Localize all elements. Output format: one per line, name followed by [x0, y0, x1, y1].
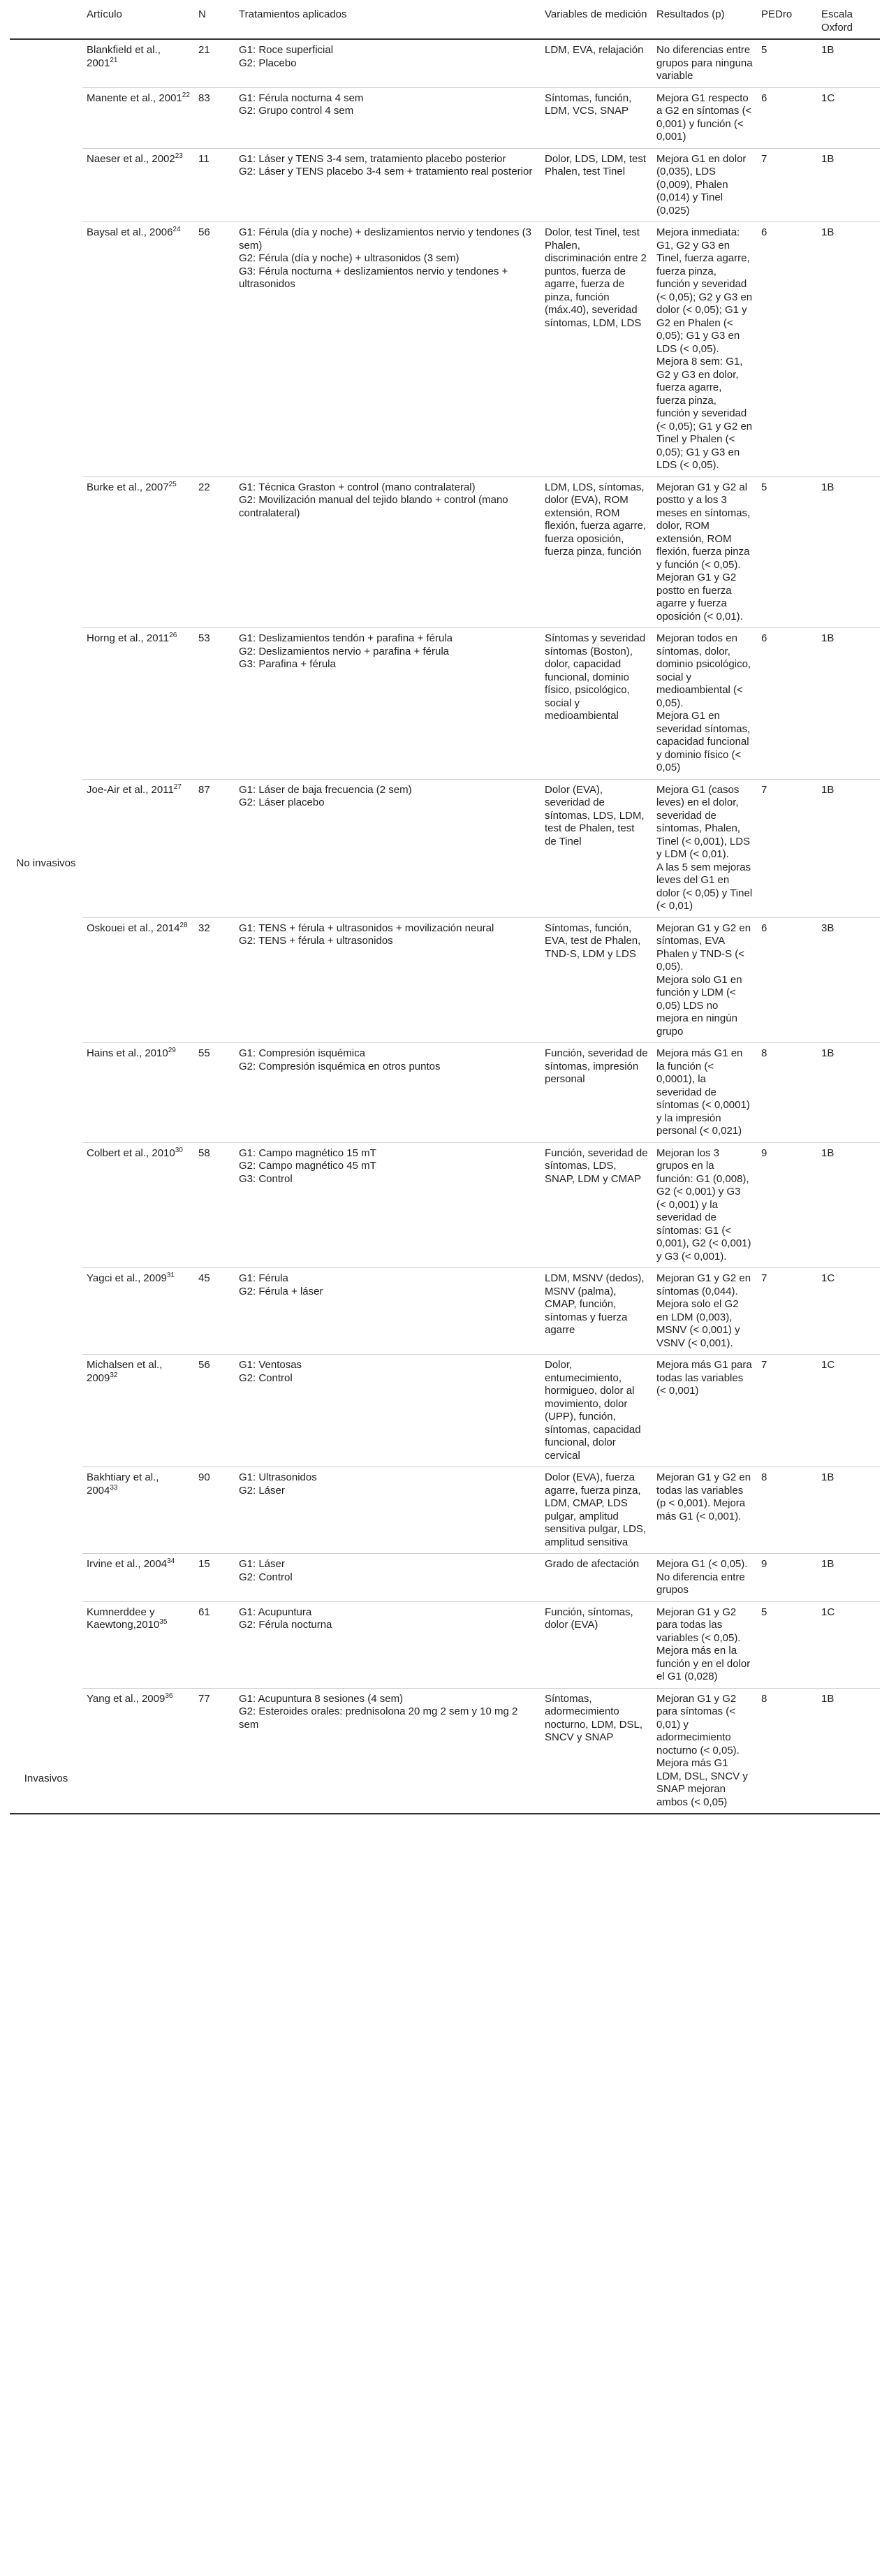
results-cell: Mejora G1 en dolor (0,035), LDS (0,009), Phalen (0,014) y Tinel (0,025)	[652, 148, 757, 222]
article-cell	[82, 39, 194, 87]
variables-cell: Dolor (EVA), fuerza agarre, fuerza pinza, LDM, CMAP, LDS pulgar, amplitud sensitiva pulgar, LDS, amplitud sensitiva	[541, 1467, 652, 1554]
article-cell	[82, 1688, 194, 1814]
sample-size-cell: 58	[194, 1142, 235, 1268]
variables-cell: LDM, MSNV (dedos), MSNV (palma), CMAP, función, síntomas y fuerza agarre	[541, 1268, 652, 1355]
variables-cell: Síntomas, función, LDM, VCS, SNAP	[541, 87, 652, 148]
header-article: Artículo	[82, 3, 194, 39]
treatments-cell: G1: Láser y TENS 3-4 sem, tratamiento placebo posterior G2: Láser y TENS placebo 3-4 sem + tratamiento real posterior	[235, 148, 541, 222]
article-cell	[82, 1601, 194, 1688]
pedro-score-cell: 7	[757, 779, 817, 917]
table-row	[10, 628, 880, 780]
pedro-score-cell: 8	[757, 1688, 817, 1814]
article-cell	[82, 917, 194, 1043]
oxford-level-cell: 1B	[817, 1688, 880, 1814]
oxford-level-cell: 1B	[817, 222, 880, 477]
results-cell: Mejora más G1 para todas las variables (< 0,001)	[652, 1355, 757, 1467]
header-row	[10, 3, 880, 39]
group-label-non-invasive: No invasivos	[16, 857, 76, 870]
article-author: Burke et al., 2007	[87, 481, 169, 493]
article-reference: 30	[175, 1146, 183, 1154]
treatments-cell: G1: Ventosas G2: Control	[235, 1355, 541, 1467]
sample-size-cell: 11	[194, 148, 235, 222]
oxford-level-cell: 1B	[817, 1554, 880, 1602]
pedro-score-cell: 8	[757, 1467, 817, 1554]
treatments-cell: G1: Acupuntura G2: Férula nocturna	[235, 1601, 541, 1688]
table-row	[10, 39, 880, 87]
oxford-level-cell: 1B	[817, 476, 880, 628]
table-row	[10, 476, 880, 628]
table-row	[10, 1142, 880, 1268]
variables-cell: Función, severidad de síntomas, impresión personal	[541, 1043, 652, 1143]
pedro-score-cell: 7	[757, 1355, 817, 1467]
article-reference: 34	[167, 1557, 175, 1565]
results-cell: Mejora inmediata: G1, G2 y G3 en Tinel, fuerza agarre, fuerza pinza, función y severidad (< 0,05); G2 y G3 en dolor (< 0,05); G1 y G2 en Phalen (< 0,05); G1 y G3 en LDS (< 0,05). Mejora 8 sem: G1, G2 y G3 en dolor, fuerza agarre, fuerza pinza, función y severidad (< 0,05); G1 y G2 en Tinel y Phalen (< 0,05); G1 y G3 en LDS (< 0,05).	[652, 222, 757, 477]
oxford-level-cell: 1C	[817, 1268, 880, 1355]
article-cell	[82, 1554, 194, 1602]
results-cell: Mejoran los 3 grupos en la función: G1 (0,008), G2 (< 0,001) y G3 (< 0,001) y la severidad de síntomas: G1 (< 0,001), G2 (< 0,001) y G3 (< 0,001).	[652, 1142, 757, 1268]
article-author: Hains et al., 2010	[87, 1047, 168, 1059]
article-author: Irvine et al., 2004	[87, 1558, 168, 1570]
pedro-score-cell: 6	[757, 222, 817, 477]
oxford-level-cell: 1B	[817, 148, 880, 222]
article-reference: 32	[110, 1371, 118, 1379]
oxford-level-cell: 1B	[817, 779, 880, 917]
results-cell: Mejoran G1 y G2 para todas las variables (< 0,05). Mejora más en la función y en el dolor el G1 (0,028)	[652, 1601, 757, 1688]
header-variables: Variables de medición	[541, 3, 652, 39]
treatments-cell: G1: Técnica Graston + control (mano contralateral) G2: Movilización manual del tejido blando + control (mano contralateral)	[235, 476, 541, 628]
article-cell	[82, 779, 194, 917]
article-reference: 25	[168, 480, 177, 488]
results-cell: Mejora G1 (casos leves) en el dolor, severidad de síntomas, Phalen, Tinel (< 0,001), LDS y LDM (< 0,01). A las 5 sem mejoras leves del G1 en dolor (< 0,05) y Tinel (< 0,01)	[652, 779, 757, 917]
table-row	[10, 1554, 880, 1602]
sample-size-cell: 56	[194, 222, 235, 477]
pedro-score-cell: 6	[757, 87, 817, 148]
article-author: Horng et al., 2011	[87, 632, 170, 644]
header-group	[10, 3, 82, 39]
pedro-score-cell: 6	[757, 628, 817, 780]
treatments-cell: G1: Deslizamientos tendón + parafina + férula G2: Deslizamientos nervio + parafina + férula G3: Parafina + férula	[235, 628, 541, 780]
article-reference: 33	[110, 1483, 118, 1492]
article-author: Joe-Air et al., 2011	[87, 783, 174, 796]
article-author: Naeser et al., 2002	[87, 152, 175, 165]
sample-size-cell: 55	[194, 1043, 235, 1143]
table-body	[10, 39, 880, 1814]
header-oxford: Escala Oxford	[817, 3, 880, 39]
article-reference: 35	[159, 1618, 168, 1626]
table-row	[10, 1688, 880, 1814]
pedro-score-cell: 7	[757, 1268, 817, 1355]
variables-cell: Síntomas, función, EVA, test de Phalen, TND-S, LDM y LDS	[541, 917, 652, 1043]
article-cell	[82, 1355, 194, 1467]
article-cell	[82, 148, 194, 222]
oxford-level-cell: 3B	[817, 917, 880, 1043]
article-author: Kumnerddee y Kaewtong,2010	[87, 1606, 160, 1631]
article-author: Blankfield et al., 2001	[87, 44, 161, 69]
pedro-score-cell: 5	[757, 1601, 817, 1688]
oxford-level-cell: 1C	[817, 1601, 880, 1688]
pedro-score-cell: 9	[757, 1142, 817, 1268]
oxford-level-cell: 1B	[817, 1467, 880, 1554]
sample-size-cell: 87	[194, 779, 235, 917]
article-cell	[82, 1268, 194, 1355]
pedro-score-cell: 9	[757, 1554, 817, 1602]
oxford-level-cell: 1B	[817, 628, 880, 780]
table-row	[10, 1601, 880, 1688]
results-cell: Mejoran G1 y G2 al postto y a los 3 meses en síntomas, dolor, ROM extensión, ROM flexión, fuerza pinza y función (< 0,05). Mejoran G1 y G2 postto en fuerza agarre y fuerza oposición (< 0,01).	[652, 476, 757, 628]
table-row	[10, 87, 880, 148]
oxford-level-cell: 1C	[817, 87, 880, 148]
article-reference: 29	[168, 1047, 176, 1054]
table-row	[10, 779, 880, 917]
variables-cell: Síntomas y severidad síntomas (Boston), dolor, capacidad funcional, dominio físico, psicológico, social y medioambiental	[541, 628, 652, 780]
results-cell: Mejora G1 (< 0,05). No diferencia entre grupos	[652, 1554, 757, 1602]
results-cell: Mejoran G1 y G2 en todas las variables (p < 0,001). Mejora más G1 (< 0,001).	[652, 1467, 757, 1554]
pedro-score-cell: 7	[757, 148, 817, 222]
sample-size-cell: 56	[194, 1355, 235, 1467]
pedro-score-cell: 8	[757, 1043, 817, 1143]
treatments-cell: G1: Acupuntura 8 sesiones (4 sem) G2: Esteroides orales: prednisolona 20 mg 2 sem y 10 mg 2 sem	[235, 1688, 541, 1814]
header-results: Resultados (p)	[652, 3, 757, 39]
table-row	[10, 148, 880, 222]
sample-size-cell: 15	[194, 1554, 235, 1602]
treatments-cell: G1: Láser de baja frecuencia (2 sem) G2: Láser placebo	[235, 779, 541, 917]
sample-size-cell: 21	[194, 39, 235, 87]
treatments-cell: G1: Férula nocturna 4 sem G2: Grupo control 4 sem	[235, 87, 541, 148]
variables-cell: Dolor, test Tinel, test Phalen, discriminación entre 2 puntos, fuerza de agarre, fuerza de pinza, función (máx.40), severidad síntomas, LDM, LDS	[541, 222, 652, 477]
sample-size-cell: 32	[194, 917, 235, 1043]
article-reference: 27	[173, 783, 182, 791]
table-row	[10, 222, 880, 477]
article-reference: 22	[182, 91, 190, 99]
pedro-score-cell: 5	[757, 39, 817, 87]
article-reference: 28	[179, 921, 188, 929]
sample-size-cell: 45	[194, 1268, 235, 1355]
article-cell	[82, 1043, 194, 1143]
sample-size-cell: 61	[194, 1601, 235, 1688]
article-author: Manente et al., 2001	[87, 92, 182, 104]
table-row	[10, 1043, 880, 1143]
header-pedro: PEDro	[757, 3, 817, 39]
article-author: Colbert et al., 2010	[87, 1147, 175, 1159]
article-author: Oskouei et al., 2014	[87, 922, 180, 934]
oxford-level-cell: 1C	[817, 1355, 880, 1467]
variables-cell: Dolor (EVA), severidad de síntomas, LDS, LDM, test de Phalen, test de Tinel	[541, 779, 652, 917]
article-author: Bakhtiary et al., 2004	[87, 1471, 159, 1497]
treatments-cell: G1: Férula (día y noche) + deslizamientos nervio y tendones (3 sem) G2: Férula (día y noche) + ultrasonidos (3 sem) G3: Férula nocturna + deslizamientos nervio y tendones + ultrasonidos	[235, 222, 541, 477]
variables-cell: Grado de afectación	[541, 1554, 652, 1602]
sample-size-cell: 77	[194, 1688, 235, 1814]
article-author: Yagci et al., 2009	[87, 1272, 167, 1284]
results-cell: Mejoran G1 y G2 para síntomas (< 0,01) y adormecimiento nocturno (< 0,05). Mejora más G1 LDM, DSL, SNCV y SNAP mejoran ambos (< 0,05)	[652, 1688, 757, 1814]
variables-cell: LDM, EVA, relajación	[541, 39, 652, 87]
treatments-cell: G1: Campo magnético 15 mT G2: Campo magnético 45 mT G3: Control	[235, 1142, 541, 1268]
article-reference: 24	[172, 226, 181, 233]
oxford-level-cell: 1B	[817, 39, 880, 87]
treatments-cell: G1: Roce superficial G2: Placebo	[235, 39, 541, 87]
article-author: Michalsen et al., 2009	[87, 1359, 163, 1384]
article-cell	[82, 628, 194, 780]
variables-cell: Función, síntomas, dolor (EVA)	[541, 1601, 652, 1688]
article-reference: 21	[110, 56, 118, 64]
pedro-score-cell: 6	[757, 917, 817, 1043]
studies-table	[10, 3, 880, 1814]
treatments-cell: G1: TENS + férula + ultrasonidos + movilización neural G2: TENS + férula + ultrasonidos	[235, 917, 541, 1043]
oxford-level-cell: 1B	[817, 1043, 880, 1143]
variables-cell: Dolor, LDS, LDM, test Phalen, test Tinel	[541, 148, 652, 222]
article-reference: 26	[169, 632, 177, 639]
oxford-level-cell: 1B	[817, 1142, 880, 1268]
article-reference: 36	[165, 1691, 173, 1700]
results-cell: Mejoran G1 y G2 en síntomas (0,044). Mejora solo el G2 en LDM (0,003), MSNV (< 0,001) y VSNV (< 0,001).	[652, 1268, 757, 1355]
table-row	[10, 1268, 880, 1355]
table-row	[10, 1467, 880, 1554]
header-n: N	[194, 3, 235, 39]
table-row	[10, 1355, 880, 1467]
article-cell	[82, 222, 194, 477]
pedro-score-cell: 5	[757, 476, 817, 628]
variables-cell: Dolor, entumecimiento, hormigueo, dolor al movimiento, dolor (UPP), función, síntomas, capacidad funcional, dolor cervical	[541, 1355, 652, 1467]
results-cell: Mejora más G1 en la función (< 0,0001), la severidad de síntomas (< 0,0001) y la impresión personal (< 0,021)	[652, 1043, 757, 1143]
article-author: Baysal et al., 2006	[87, 226, 173, 238]
variables-cell: LDM, LDS, síntomas, dolor (EVA), ROM extensión, ROM flexión, fuerza agarre, fuerza oposición, fuerza pinza, función	[541, 476, 652, 628]
sample-size-cell: 83	[194, 87, 235, 148]
variables-cell: Función, severidad de síntomas, LDS, SNAP, LDM y CMAP	[541, 1142, 652, 1268]
treatments-cell: G1: Ultrasonidos G2: Láser	[235, 1467, 541, 1554]
article-author: Yang et al., 2009	[87, 1692, 166, 1705]
article-cell	[82, 476, 194, 628]
results-cell: Mejoran G1 y G2 en síntomas, EVA Phalen y TND-S (< 0,05). Mejora solo G1 en función y LDM (< 0,05) LDS no mejora en ningún grupo	[652, 917, 757, 1043]
header-treatments: Tratamientos aplicados	[235, 3, 541, 39]
treatments-cell: G1: Láser G2: Control	[235, 1554, 541, 1602]
article-cell	[82, 87, 194, 148]
sample-size-cell: 90	[194, 1467, 235, 1554]
variables-cell: Síntomas, adormecimiento nocturno, LDM, DSL, SNCV y SNAP	[541, 1688, 652, 1814]
article-cell	[82, 1142, 194, 1268]
article-reference: 31	[166, 1272, 175, 1279]
results-cell: No diferencias entre grupos para ninguna variable	[652, 39, 757, 87]
results-cell: Mejoran todos en síntomas, dolor, dominio psicológico, social y medioambiental (< 0,05). Mejora G1 en severidad síntomas, capacidad funcional y dominio físico (< 0,05)	[652, 628, 757, 780]
treatments-cell: G1: Férula G2: Férula + láser	[235, 1268, 541, 1355]
article-cell	[82, 1467, 194, 1554]
treatments-cell: G1: Compresión isquémica G2: Compresión isquémica en otros puntos	[235, 1043, 541, 1143]
results-cell: Mejora G1 respecto a G2 en síntomas (< 0,001) y función (< 0,001)	[652, 87, 757, 148]
article-reference: 23	[175, 152, 183, 160]
group-label-invasive: Invasivos	[10, 1688, 82, 1814]
sample-size-cell: 53	[194, 628, 235, 780]
sample-size-cell: 22	[194, 476, 235, 628]
table-row	[10, 917, 880, 1043]
